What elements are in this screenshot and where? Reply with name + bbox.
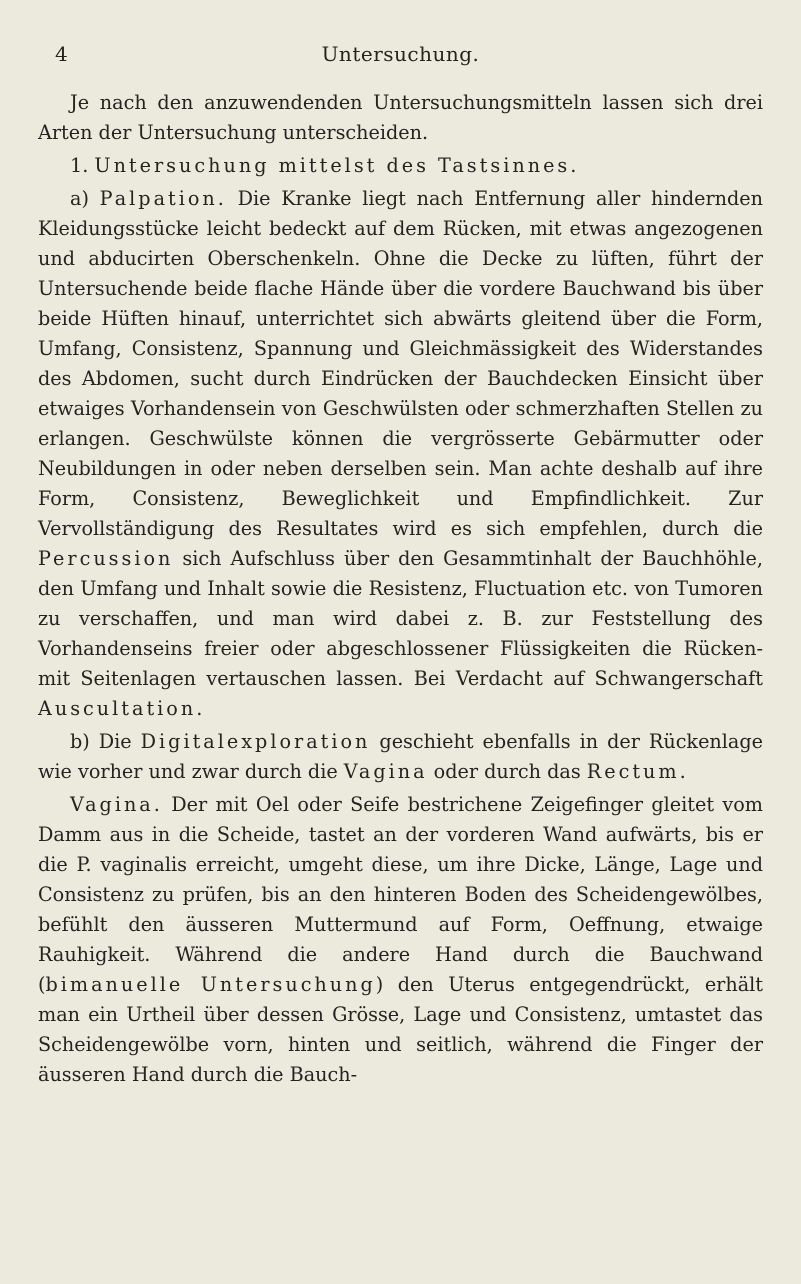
emphasized-text: Auscultation. bbox=[38, 697, 206, 720]
emphasized-text: Vagina. bbox=[70, 793, 163, 816]
paragraph-4 bbox=[38, 727, 763, 787]
text-run: Die Kranke liegt nach Entfernung aller hindernden Kleidungsstücke leicht bedeckt auf dem Rücken, mit etwas angezogenen und abducirten Oberschenkeln. Ohne die Decke zu lüften, führt der Untersuchende beide flache Hände über die vordere Bauchwand bis über beide Hüften hinauf, unterrichtet sich abwärts gleitend über die Form, Umfang, Consistenz, Spannung und Gleichmässigkeit des Widerstandes des Abdomen, sucht durch Eindrücken der Bauchdecken Einsicht über etwaiges Vorhandensein von Geschwülsten oder schmerzhaften Stellen zu erlangen. Geschwülste können die vergrösserte Gebärmutter oder Neubildungen in oder neben derselben sein. Man achte deshalb auf ihre Form, Consistenz, Beweglichkeit und Empfindlichkeit. Zur Vervollständigung des Resultates wird es sich empfehlen, durch die bbox=[38, 187, 763, 540]
text-run: b) Die bbox=[70, 730, 141, 753]
emphasized-text: Digitalexploration bbox=[140, 730, 371, 753]
emphasized-text: Rectum. bbox=[586, 760, 689, 783]
text-run: geschieht ebenfalls in der Rückenlage wie vorher und zwar durch die bbox=[38, 730, 763, 783]
paragraph-3 bbox=[38, 184, 763, 724]
emphasized-text: Palpation. bbox=[99, 187, 227, 210]
text-run: Je nach den anzuwendenden Untersuchungsmitteln lassen sich drei Arten der Untersuchung unterscheiden. bbox=[38, 91, 763, 144]
page-header bbox=[38, 18, 763, 66]
paragraph-5 bbox=[38, 790, 763, 1090]
emphasized-text: Percussion bbox=[38, 547, 174, 570]
text-run: a) bbox=[70, 187, 100, 210]
paragraph-1 bbox=[38, 88, 763, 148]
text-run: 1. bbox=[70, 154, 95, 177]
emphasized-text: Vagina bbox=[343, 760, 428, 783]
text-run: sich Aufschluss über den Gesammtinhalt der Bauchhöhle, den Umfang und Inhalt sowie die Resistenz, Fluctuation etc. von Tumoren zu verschaffen, und man wird dabei z. B. zur Feststellung des Vorhandenseins freier oder abgeschlossener Flüssigkeiten die Rücken- mit Seitenlagen vertauschen lassen. Bei Verdacht auf Schwangerschaft bbox=[38, 547, 763, 690]
text-run: Der mit Oel oder Seife bestrichene Zeigefinger gleitet vom Damm aus in die Scheide, tastet an der vorderen Wand aufwärts, bis er die P. vaginalis erreicht, umgeht diese, um ihre Dicke, Länge, Lage und Consistenz zu prüfen, bis an den hinteren Boden des Scheidengewölbes, befühlt den äusseren Muttermund auf Form, Oeffnung, etwaige Rauhigkeit. Während die andere Hand durch die Bauchwand ( bbox=[38, 793, 763, 996]
running-title: Untersuchung. bbox=[321, 42, 480, 66]
paragraph-2 bbox=[38, 151, 763, 181]
book-page bbox=[38, 18, 763, 1268]
page-number: 4 bbox=[55, 42, 69, 66]
emphasized-text: Untersuchung mittelst des Tastsinnes. bbox=[94, 154, 580, 177]
text-run: oder durch das bbox=[427, 760, 587, 783]
body-text bbox=[38, 88, 763, 1090]
text-run: ) den Uterus entgegendrückt, erhält man ein Urtheil über dessen Grösse, Lage und Consistenz, umtastet das Scheidengewölbe vorn, hinten und seitlich, während die Finger der äusseren Hand durch die Bauch- bbox=[38, 973, 763, 1086]
emphasized-text: bimanuelle Untersuchung bbox=[45, 973, 376, 996]
